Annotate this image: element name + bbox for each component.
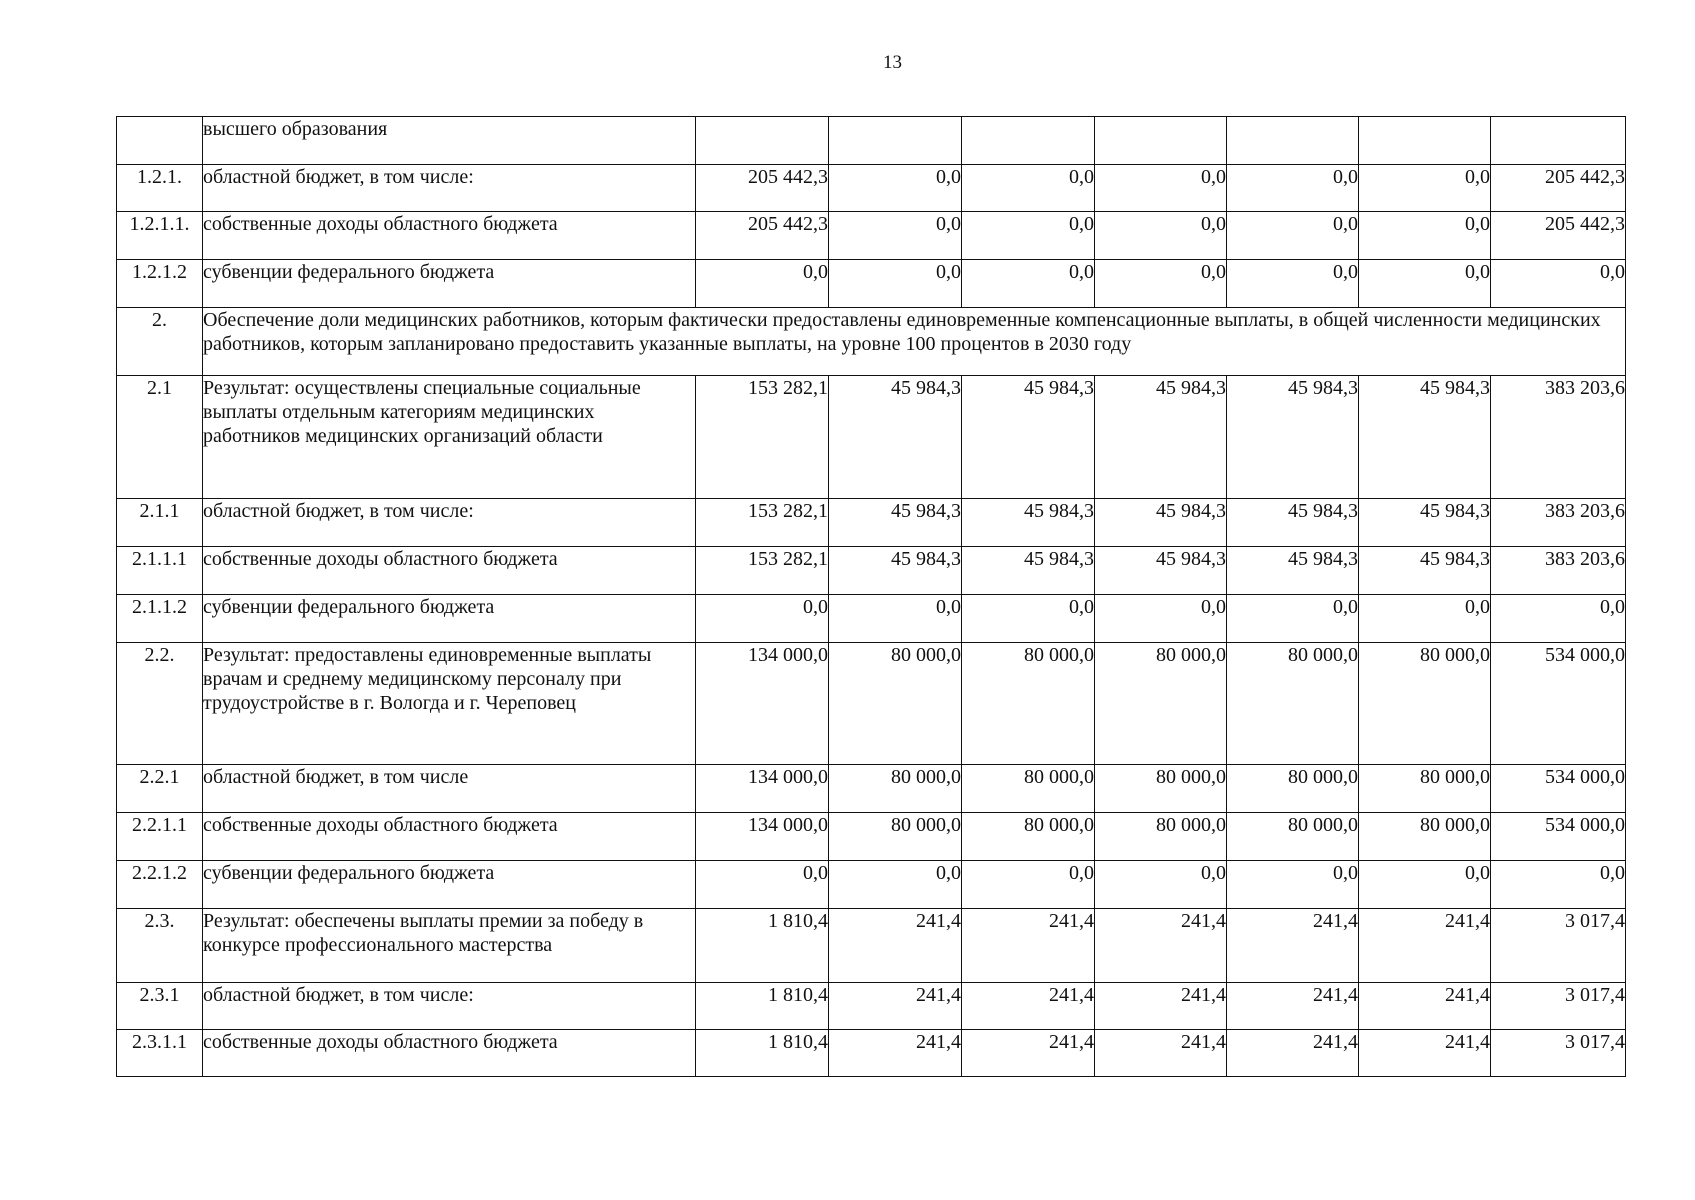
value-cell: 80 000,0: [1359, 765, 1491, 813]
value-cell: 0,0: [1359, 165, 1491, 212]
value-cell: 80 000,0: [1095, 813, 1227, 861]
value-cell: 0,0: [1359, 260, 1491, 308]
total-cell: 0,0: [1491, 861, 1626, 909]
value-cell: 45 984,3: [1095, 499, 1227, 547]
value-cell: 45 984,3: [829, 376, 962, 499]
value-cell: 0,0: [962, 260, 1095, 308]
total-cell: 534 000,0: [1491, 643, 1626, 765]
value-cell: 153 282,1: [696, 499, 829, 547]
value-cell: 0,0: [829, 861, 962, 909]
value-cell: 80 000,0: [962, 765, 1095, 813]
section-heading: Обеспечение доли медицинских работников, которым фактически предоставлены единовременные компенсационные выплаты, в общей численности медицинских работников, которым запланировано предоставить указанные выплаты, на уровне 100 процентов в 2030 году: [203, 308, 1626, 376]
row-code: 2.3.1: [117, 983, 203, 1030]
value-cell: 1 810,4: [696, 1030, 829, 1077]
row-label: собственные доходы областного бюджета: [203, 1030, 696, 1077]
value-cell: 134 000,0: [696, 813, 829, 861]
value-cell: 241,4: [1095, 909, 1227, 983]
value-cell: 0,0: [1095, 595, 1227, 643]
table-row: [117, 1030, 1626, 1077]
value-cell: 0,0: [829, 260, 962, 308]
table-row: [117, 983, 1626, 1030]
value-cell: [1227, 117, 1359, 165]
value-cell: 0,0: [1095, 165, 1227, 212]
row-code: 2.: [117, 308, 203, 376]
row-code: 2.2.: [117, 643, 203, 765]
row-label: областной бюджет, в том числе:: [203, 983, 696, 1030]
row-code: 2.3.: [117, 909, 203, 983]
table-row: [117, 212, 1626, 260]
value-cell: 80 000,0: [1359, 813, 1491, 861]
value-cell: [696, 117, 829, 165]
value-cell: 134 000,0: [696, 643, 829, 765]
table-row: [117, 547, 1626, 595]
row-label: субвенции федерального бюджета: [203, 861, 696, 909]
total-cell: 534 000,0: [1491, 765, 1626, 813]
row-label: собственные доходы областного бюджета: [203, 547, 696, 595]
value-cell: 45 984,3: [1227, 499, 1359, 547]
row-label: областной бюджет, в том числе:: [203, 165, 696, 212]
value-cell: 241,4: [1095, 1030, 1227, 1077]
value-cell: 0,0: [962, 165, 1095, 212]
total-cell: 534 000,0: [1491, 813, 1626, 861]
value-cell: 80 000,0: [1095, 643, 1227, 765]
value-cell: 1 810,4: [696, 983, 829, 1030]
row-code: [117, 117, 203, 165]
value-cell: 1 810,4: [696, 909, 829, 983]
value-cell: 80 000,0: [829, 765, 962, 813]
row-code: 2.3.1.1: [117, 1030, 203, 1077]
row-label: субвенции федерального бюджета: [203, 260, 696, 308]
row-code: 2.1: [117, 376, 203, 499]
value-cell: 241,4: [829, 1030, 962, 1077]
value-cell: [1095, 117, 1227, 165]
value-cell: 0,0: [1359, 861, 1491, 909]
value-cell: 241,4: [962, 909, 1095, 983]
value-cell: 80 000,0: [1227, 765, 1359, 813]
row-code: 2.2.1.1: [117, 813, 203, 861]
row-code: 2.1.1.1: [117, 547, 203, 595]
value-cell: 80 000,0: [1359, 643, 1491, 765]
value-cell: 0,0: [962, 212, 1095, 260]
value-cell: 0,0: [1227, 861, 1359, 909]
row-code: 2.1.1: [117, 499, 203, 547]
row-label: Результат: обеспечены выплаты премии за победу в конкурсе профессионального мастерства: [203, 909, 696, 983]
row-code: 1.2.1.: [117, 165, 203, 212]
value-cell: 0,0: [1359, 595, 1491, 643]
value-cell: 0,0: [1095, 212, 1227, 260]
table-row: [117, 260, 1626, 308]
total-cell: 3 017,4: [1491, 1030, 1626, 1077]
value-cell: 241,4: [829, 983, 962, 1030]
row-label: собственные доходы областного бюджета: [203, 813, 696, 861]
total-cell: [1491, 117, 1626, 165]
row-label: субвенции федерального бюджета: [203, 595, 696, 643]
value-cell: 80 000,0: [962, 813, 1095, 861]
value-cell: 80 000,0: [962, 643, 1095, 765]
total-cell: 3 017,4: [1491, 909, 1626, 983]
value-cell: 241,4: [1227, 983, 1359, 1030]
section-row: [117, 308, 1626, 376]
value-cell: 241,4: [1095, 983, 1227, 1030]
total-cell: 3 017,4: [1491, 983, 1626, 1030]
value-cell: 80 000,0: [1227, 643, 1359, 765]
value-cell: 80 000,0: [1095, 765, 1227, 813]
value-cell: 0,0: [1227, 212, 1359, 260]
total-cell: 0,0: [1491, 595, 1626, 643]
budget-table: [116, 116, 1626, 1077]
value-cell: 0,0: [1359, 212, 1491, 260]
row-label: Результат: осуществлены специальные социальные выплаты отдельным категориям медицинских работников медицинских организаций области: [203, 376, 696, 499]
value-cell: 0,0: [1095, 260, 1227, 308]
row-label: собственные доходы областного бюджета: [203, 212, 696, 260]
value-cell: 241,4: [1227, 1030, 1359, 1077]
value-cell: 0,0: [962, 861, 1095, 909]
table-row: [117, 813, 1626, 861]
value-cell: 45 984,3: [962, 376, 1095, 499]
total-cell: 0,0: [1491, 260, 1626, 308]
total-cell: 205 442,3: [1491, 165, 1626, 212]
value-cell: 45 984,3: [962, 547, 1095, 595]
total-cell: 383 203,6: [1491, 376, 1626, 499]
total-cell: 383 203,6: [1491, 499, 1626, 547]
table-row: [117, 909, 1626, 983]
value-cell: 241,4: [962, 983, 1095, 1030]
value-cell: 45 984,3: [829, 547, 962, 595]
row-code: 2.2.1: [117, 765, 203, 813]
value-cell: 205 442,3: [696, 165, 829, 212]
total-cell: 383 203,6: [1491, 547, 1626, 595]
table-row: [117, 861, 1626, 909]
value-cell: 45 984,3: [962, 499, 1095, 547]
value-cell: 45 984,3: [1095, 547, 1227, 595]
table-row: [117, 117, 1626, 165]
value-cell: 241,4: [1359, 909, 1491, 983]
value-cell: 0,0: [1227, 595, 1359, 643]
value-cell: 241,4: [1227, 909, 1359, 983]
value-cell: 80 000,0: [1227, 813, 1359, 861]
value-cell: 0,0: [1095, 861, 1227, 909]
value-cell: 0,0: [696, 260, 829, 308]
value-cell: 45 984,3: [1359, 376, 1491, 499]
value-cell: 80 000,0: [829, 643, 962, 765]
value-cell: 45 984,3: [1359, 499, 1491, 547]
value-cell: 241,4: [1359, 983, 1491, 1030]
value-cell: [1359, 117, 1491, 165]
table-row: [117, 765, 1626, 813]
total-cell: 205 442,3: [1491, 212, 1626, 260]
page-number: 13: [883, 52, 902, 73]
table-row: [117, 499, 1626, 547]
row-label: высшего образования: [203, 117, 696, 165]
row-label: Результат: предоставлены единовременные выплаты врачам и среднему медицинскому персоналу при трудоустройстве в г. Вологда и г. Череповец: [203, 643, 696, 765]
value-cell: [962, 117, 1095, 165]
value-cell: 0,0: [829, 165, 962, 212]
value-cell: 134 000,0: [696, 765, 829, 813]
value-cell: 0,0: [1227, 165, 1359, 212]
value-cell: 45 984,3: [1227, 376, 1359, 499]
value-cell: 0,0: [696, 595, 829, 643]
value-cell: 0,0: [829, 595, 962, 643]
value-cell: [829, 117, 962, 165]
value-cell: 45 984,3: [1359, 547, 1491, 595]
row-code: 2.2.1.2: [117, 861, 203, 909]
value-cell: 241,4: [1359, 1030, 1491, 1077]
value-cell: 0,0: [696, 861, 829, 909]
row-code: 1.2.1.2: [117, 260, 203, 308]
value-cell: 0,0: [829, 212, 962, 260]
table-row: [117, 376, 1626, 499]
table-row: [117, 595, 1626, 643]
value-cell: 45 984,3: [1227, 547, 1359, 595]
value-cell: 241,4: [829, 909, 962, 983]
row-label: областной бюджет, в том числе:: [203, 499, 696, 547]
row-code: 2.1.1.2: [117, 595, 203, 643]
table-row: [117, 643, 1626, 765]
value-cell: 205 442,3: [696, 212, 829, 260]
value-cell: 153 282,1: [696, 376, 829, 499]
table-row: [117, 165, 1626, 212]
row-code: 1.2.1.1.: [117, 212, 203, 260]
value-cell: 0,0: [962, 595, 1095, 643]
value-cell: 241,4: [962, 1030, 1095, 1077]
value-cell: 45 984,3: [829, 499, 962, 547]
row-label: областной бюджет, в том числе: [203, 765, 696, 813]
value-cell: 45 984,3: [1095, 376, 1227, 499]
value-cell: 153 282,1: [696, 547, 829, 595]
value-cell: 0,0: [1227, 260, 1359, 308]
value-cell: 80 000,0: [829, 813, 962, 861]
